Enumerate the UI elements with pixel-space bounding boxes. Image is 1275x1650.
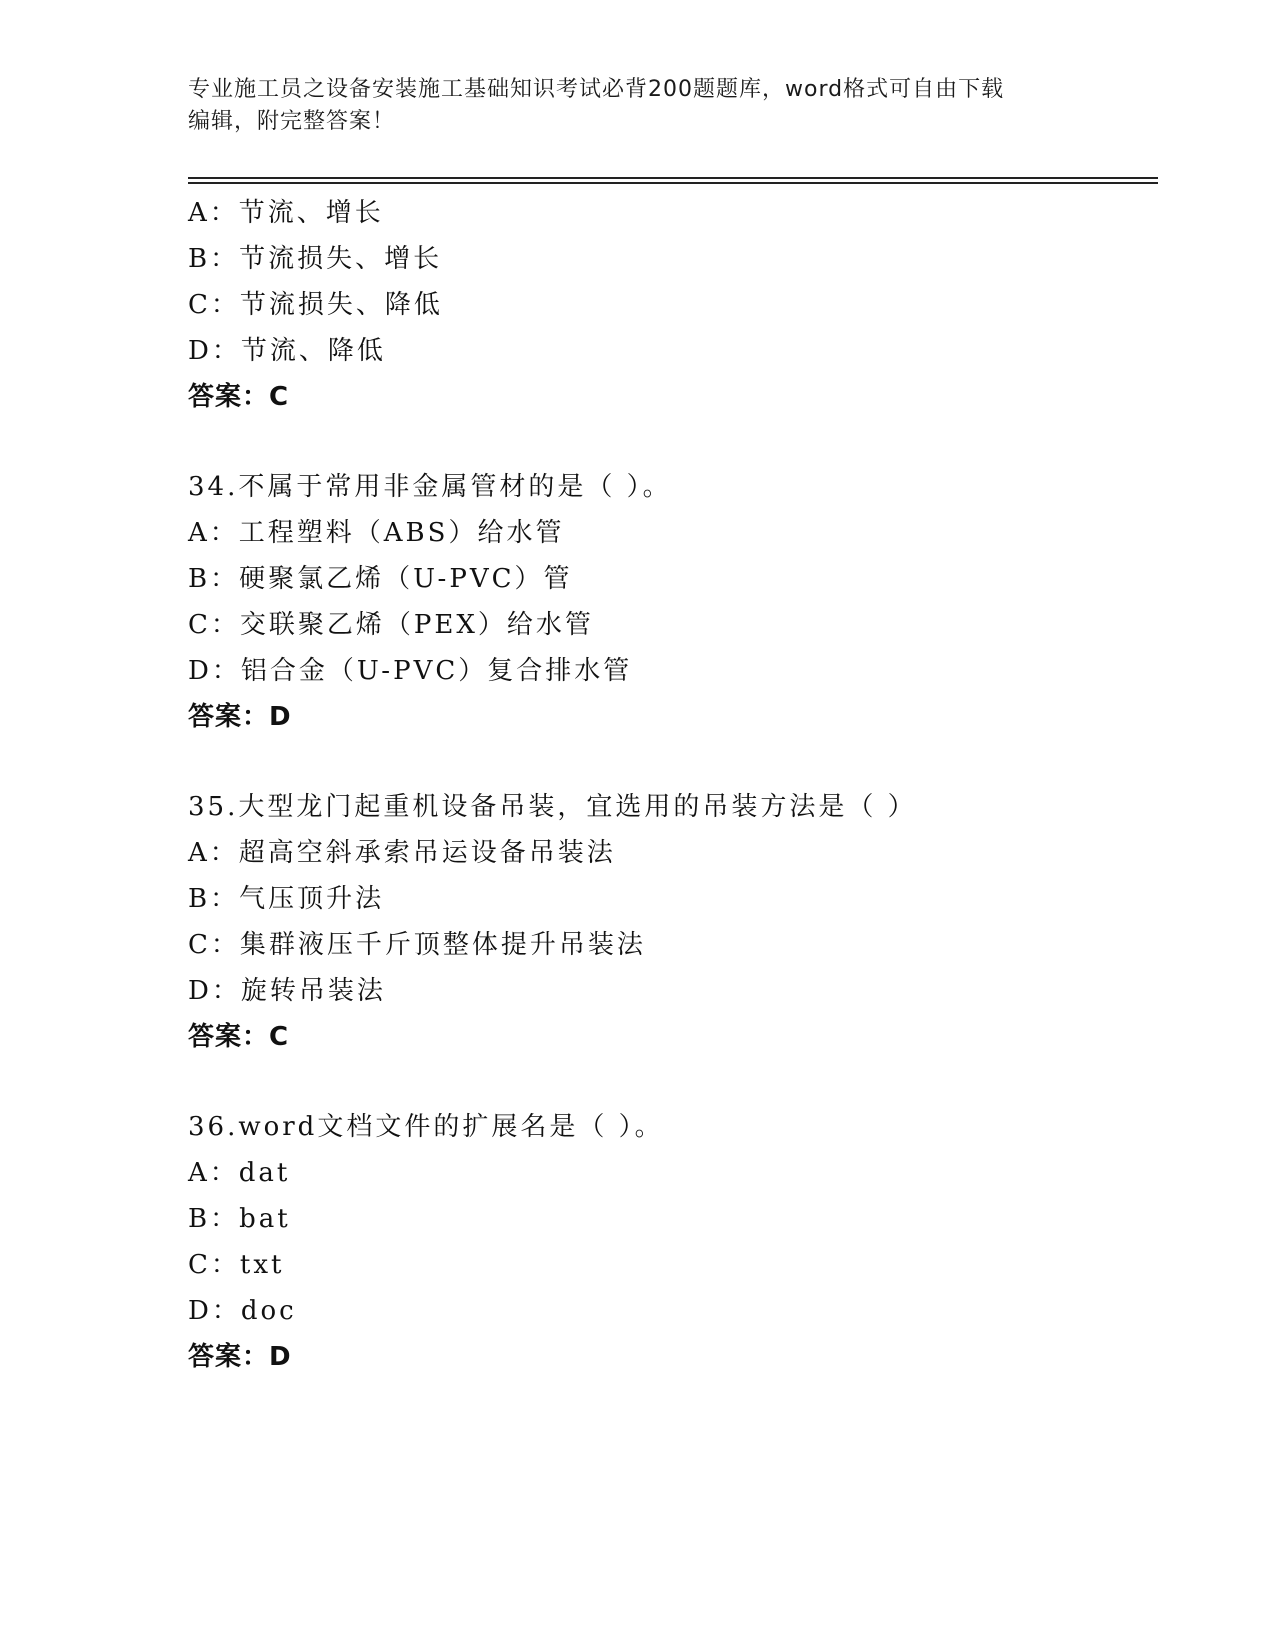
question-36	[188, 1104, 1168, 1380]
header-divider-top	[188, 177, 1158, 179]
option-b: B：气压顶升法	[188, 884, 385, 914]
option-d: D：铝合金（U-PVC）复合排水管	[188, 656, 633, 686]
question-list	[188, 190, 1168, 1380]
option-c: C：集群液压千斤顶整体提升吊装法	[188, 930, 646, 960]
option-a: A：dat	[188, 1158, 291, 1188]
header-title-line-2: 编辑，附完整答案！	[188, 109, 396, 134]
option-b: B：硬聚氯乙烯（U-PVC）管	[188, 564, 573, 594]
header-title-line-1: 专业施工员之设备安装施工基础知识考试必背200题题库，word格式可自由下载	[188, 77, 1005, 102]
option-b: B：节流损失、增长	[188, 244, 443, 274]
option-d: D：doc	[188, 1296, 297, 1326]
question-33-options	[188, 190, 1168, 420]
question-34	[188, 464, 1168, 740]
answer-line: 答案：C	[188, 1022, 290, 1052]
option-b: B：bat	[188, 1204, 291, 1234]
question-35	[188, 784, 1168, 1060]
option-c: C：txt	[188, 1250, 285, 1280]
question-text: 35.大型龙门起重机设备吊装，宜选用的吊装方法是（ ）	[188, 792, 917, 822]
question-text: 36.word文档文件的扩展名是（ ）。	[188, 1112, 664, 1142]
option-c: C：节流损失、降低	[188, 290, 443, 320]
option-a: A：工程塑料（ABS）给水管	[188, 518, 565, 548]
header-divider-bottom	[188, 182, 1158, 184]
answer-line: 答案：D	[188, 1342, 292, 1372]
option-c: C：交联聚乙烯（PEX）给水管	[188, 610, 594, 640]
spacer	[188, 740, 1168, 784]
answer-line: 答案：D	[188, 702, 292, 732]
document-header	[188, 74, 1088, 138]
option-d: D：节流、降低	[188, 336, 386, 366]
option-a: A：节流、增长	[188, 198, 384, 228]
spacer	[188, 1060, 1168, 1104]
question-text: 34.不属于常用非金属管材的是（ ）。	[188, 472, 672, 502]
option-d: D：旋转吊装法	[188, 976, 386, 1006]
answer-line: 答案：C	[188, 382, 290, 412]
spacer	[188, 420, 1168, 464]
option-a: A：超高空斜承索吊运设备吊装法	[188, 838, 616, 868]
